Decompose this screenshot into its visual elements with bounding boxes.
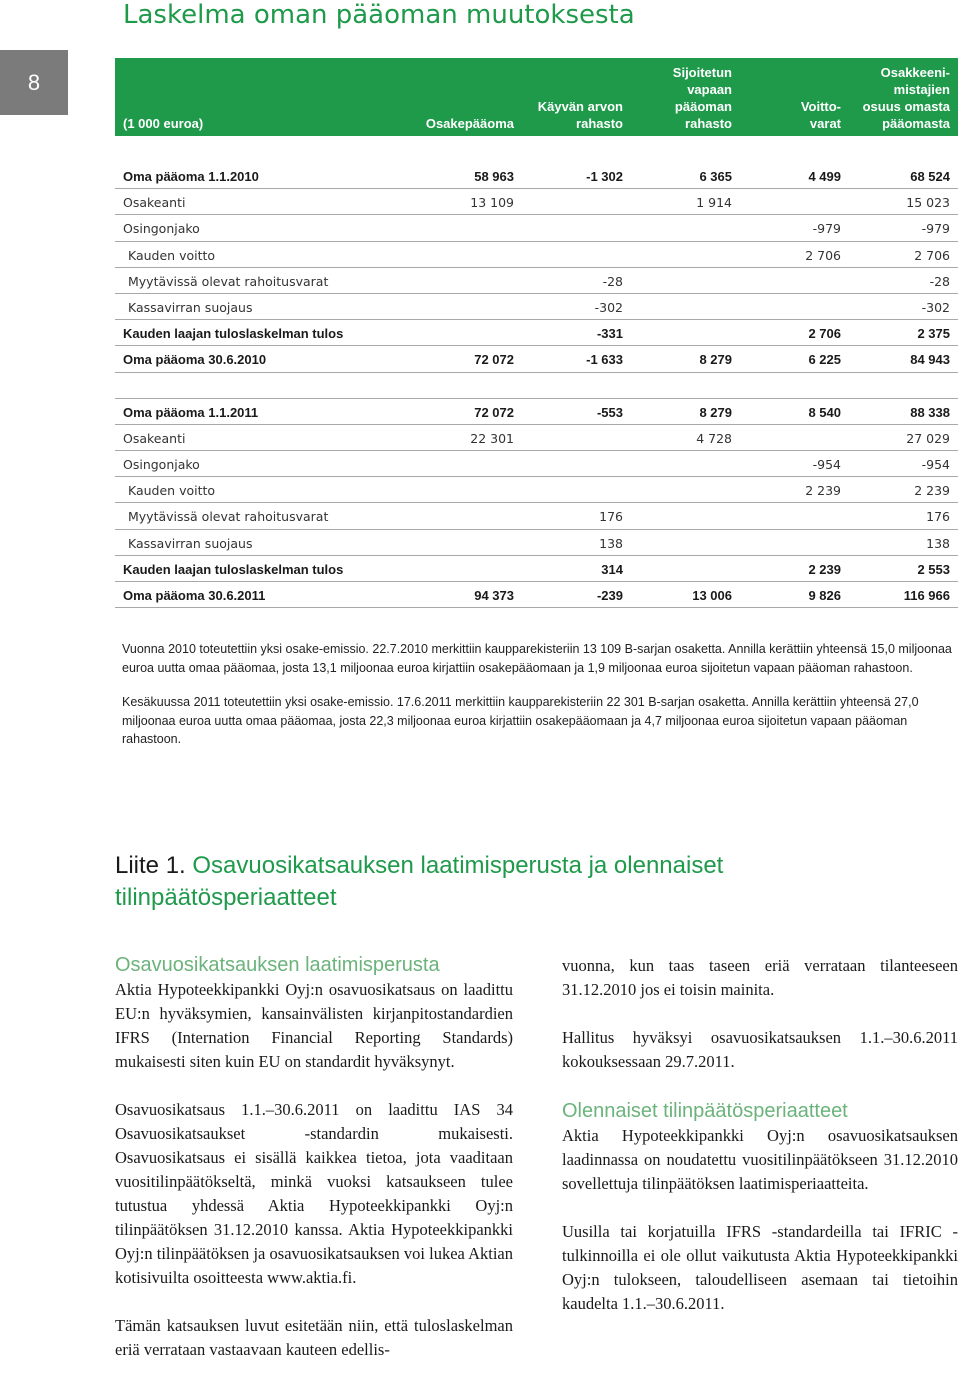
cell-osakepaaoma: 72 072 [474, 404, 514, 420]
header-unit: (1 000 euroa) [123, 116, 204, 131]
table-row [115, 451, 958, 477]
cell-voittovarat: 2 706 [808, 326, 841, 342]
cell-osakepaaoma: 58 963 [474, 169, 514, 184]
cell-svop-rahasto: 1 914 [696, 195, 732, 211]
cell-svop-rahasto: 8 279 [699, 404, 732, 420]
cell-osakepaaoma: 72 072 [474, 352, 514, 368]
cell-svop-rahasto: 4 728 [696, 430, 732, 446]
row-label: Osingonjako [123, 457, 200, 473]
table-row [115, 425, 958, 451]
row-label: Oma pääoma 1.1.2011 [123, 404, 259, 420]
paragraph: Aktia Hypoteekkipankki Oyj:n osavuosikatsaus on laadittu EU:n hyväksymien, kansainvälisten kirjanpitostandardien IFRS (Internation Financial Reporting Standards) mukaisesti siten kuin EU on standardit hyväksynyt. [115, 980, 513, 1071]
header-omistajien-osuus: Osakkeeni- mistajien osuus omasta pääomasta [862, 65, 950, 131]
cell-voittovarat: 2 239 [805, 483, 841, 499]
cell-kayvan-arvon-rahasto: -1 302 [586, 169, 623, 184]
cell-total: -28 [929, 273, 950, 289]
cell-total: 2 553 [917, 561, 950, 577]
table-row [115, 556, 958, 582]
cell-voittovarat: 2 239 [808, 561, 841, 577]
table-row [115, 242, 958, 268]
row-label: Kauden voitto [128, 247, 216, 263]
cell-total: 27 029 [906, 430, 950, 446]
row-label: Kassavirran suojaus [128, 299, 253, 315]
paragraph: Aktia Hypoteekkipankki Oyj:n osavuosikatsauksen laadinnassa on noudatettu vuositilinpäätökseen 31.12.2010 sovellettuja tilinpäätöksen laatimisperiaatteita. [562, 1126, 958, 1193]
row-label: Oma pääoma 30.6.2011 [123, 588, 266, 603]
cell-kayvan-arvon-rahasto: -28 [602, 273, 623, 289]
cell-kayvan-arvon-rahasto: 138 [599, 535, 623, 551]
left-column [115, 952, 513, 1386]
row-label: Oma pääoma 1.1.2010 [123, 169, 259, 184]
cell-total: 68 524 [910, 169, 950, 184]
header-kayvan-arvon-rahasto: Käyvän arvon rahasto [537, 99, 623, 131]
table-row [115, 163, 958, 189]
cell-kayvan-arvon-rahasto: -553 [596, 404, 623, 420]
appendix-number: Liite 1. [115, 852, 186, 879]
cell-total: 88 338 [910, 404, 950, 420]
cell-svop-rahasto: 6 365 [699, 169, 732, 184]
section-heading-laatimisperusta: Osavuosikatsauksen laatimisperusta [115, 954, 440, 976]
row-label: Osingonjako [123, 221, 200, 237]
table-row [115, 268, 958, 294]
cell-voittovarat: -954 [812, 457, 841, 473]
cell-total: -302 [921, 299, 950, 315]
equity-table [115, 163, 958, 608]
header-voittovarat: Voitto- varat [800, 99, 841, 131]
row-label: Kauden laajan tuloslaskelman tulos [123, 561, 344, 577]
note-2010: Vuonna 2010 toteutettiin yksi osake-emissio. 22.7.2010 merkittiin kaupparekisteriin 13 109 B-sarjan osaketta. Annilla kerättiin yhteensä 15,0 miljoonaa euroa uutta omaa pääomaa, josta 13,1 miljoonaa euroa kirjattiin osakepääomaan ja 1,9 miljoonaa euroa sijoitetun vapaan pääoman rahastoon. [122, 642, 952, 675]
table-row [115, 294, 958, 320]
cell-voittovarat: 8 540 [808, 404, 841, 420]
table-row [115, 189, 958, 215]
cell-kayvan-arvon-rahasto: -302 [594, 299, 623, 315]
cell-voittovarat: 4 499 [808, 169, 841, 184]
row-label: Myytävissä olevat rahoitusvarat [128, 509, 329, 525]
cell-kayvan-arvon-rahasto: 176 [599, 509, 623, 525]
cell-svop-rahasto: 8 279 [699, 352, 732, 368]
paragraph: Hallitus hyväksyi osavuosikatsauksen 1.1.–30.6.2011 kokouksessaan 29.7.2011. [562, 1028, 958, 1071]
cell-total: 116 966 [903, 588, 950, 603]
cell-osakepaaoma: 13 109 [470, 195, 514, 211]
appendix-heading [115, 850, 875, 914]
row-label: Kassavirran suojaus [128, 535, 253, 551]
row-label: Kauden laajan tuloslaskelman tulos [123, 326, 344, 342]
table-row [115, 477, 958, 503]
cell-total: 15 023 [906, 195, 950, 211]
cell-osakepaaoma: 22 301 [470, 430, 514, 446]
cell-total: 2 239 [914, 483, 950, 499]
cell-total: 2 375 [917, 326, 950, 342]
table-row [115, 215, 958, 241]
cell-kayvan-arvon-rahasto: -1 633 [586, 352, 623, 368]
row-label: Oma pääoma 30.6.2010 [123, 352, 267, 368]
page-title: Laskelma oman pääoman muutoksesta [123, 0, 635, 30]
table-spacer [115, 373, 958, 399]
row-label: Osakeanti [123, 430, 186, 446]
table-row [115, 582, 958, 608]
header-osakepaaoma: Osakepääoma [425, 116, 514, 131]
appendix-title: Osavuosikatsauksen laatimisperusta ja olennaiset tilinpäätösperiaatteet [115, 852, 724, 911]
table-row [115, 503, 958, 529]
cell-total: -979 [921, 221, 950, 237]
paragraph: Uusilla tai korjatuilla IFRS -standardeilla tai IFRIC -tulkinnoilla ei ole ollut vaikutusta Aktia Hypoteekkipankki Oyj:n tulokseen, taloudelliseen asemaan tai tietoihin kaudelta 1.1.–30.6.2011. [562, 1222, 958, 1313]
table-row [115, 346, 958, 372]
cell-kayvan-arvon-rahasto: 314 [601, 561, 623, 577]
cell-total: 2 706 [914, 247, 950, 263]
header-svop-rahasto: Sijoitetun vapaan pääoman rahasto [672, 65, 732, 131]
cell-osakepaaoma: 94 373 [474, 588, 514, 603]
table-row [115, 399, 958, 425]
table-notes [122, 640, 958, 765]
table-row [115, 320, 958, 346]
row-label: Myytävissä olevat rahoitusvarat [128, 273, 329, 289]
cell-kayvan-arvon-rahasto: -331 [596, 326, 623, 342]
row-label: Osakeanti [123, 195, 186, 211]
paragraph: vuonna, kun taas taseen eriä verrataan tilanteeseen 31.12.2010 jos ei toisin mainita. [562, 956, 958, 999]
cell-total: 176 [926, 509, 950, 525]
note-2011: Kesäkuussa 2011 toteutettiin yksi osake-emissio. 17.6.2011 merkittiin kaupparekisteriin 22 301 B-sarjan osaketta. Annilla kerättiin yhteensä 27,0 miljoonaa euroa uutta omaa pääomaa, josta 22,3 miljoonaa euroa kirjattiin osakepääomaan ja 4,7 miljoonaa euroa sijoitetun vapaan pääoman rahastoon. [122, 695, 919, 746]
cell-voittovarat: -979 [812, 221, 841, 237]
cell-voittovarat: 6 225 [808, 352, 841, 368]
table-header [115, 58, 958, 136]
cell-total: 138 [926, 535, 950, 551]
cell-total: 84 943 [910, 352, 950, 368]
cell-voittovarat: 2 706 [805, 247, 841, 263]
cell-total: -954 [921, 457, 950, 473]
cell-svop-rahasto: 13 006 [692, 588, 732, 603]
row-label: Kauden voitto [128, 483, 216, 499]
paragraph: Tämän katsauksen luvut esitetään niin, että tuloslaskelman eriä verrataan vastaavaan kauteen edellis- [115, 1316, 513, 1359]
section-heading-periaatteet: Olennaiset tilinpäätösperiaatteet [562, 1100, 848, 1122]
cell-voittovarat: 9 826 [808, 588, 841, 603]
page-number: 8 [0, 50, 68, 115]
paragraph: Osavuosikatsaus 1.1.–30.6.2011 on laadittu IAS 34 Osavuosikatsaukset -standardin mukaisesti. Osavuosikatsaus ei sisällä kaikkea tietoa, jota vaaditaan vuositilinpäätökseltä, minkä vuoksi katsaukseen tulee tutustua yhdessä Aktia Hypoteekkipankki Oyj:n tilinpäätöksen 31.12.2010 kanssa. Aktia Hypoteekkipankki Oyj:n tilinpäätöksen ja osavuosikatsauksen voi lukea Aktian kotisivuilta osoitteesta www.aktia.fi. [115, 1100, 513, 1287]
right-column [562, 954, 958, 1340]
table-row [115, 530, 958, 556]
cell-kayvan-arvon-rahasto: -239 [596, 588, 623, 603]
